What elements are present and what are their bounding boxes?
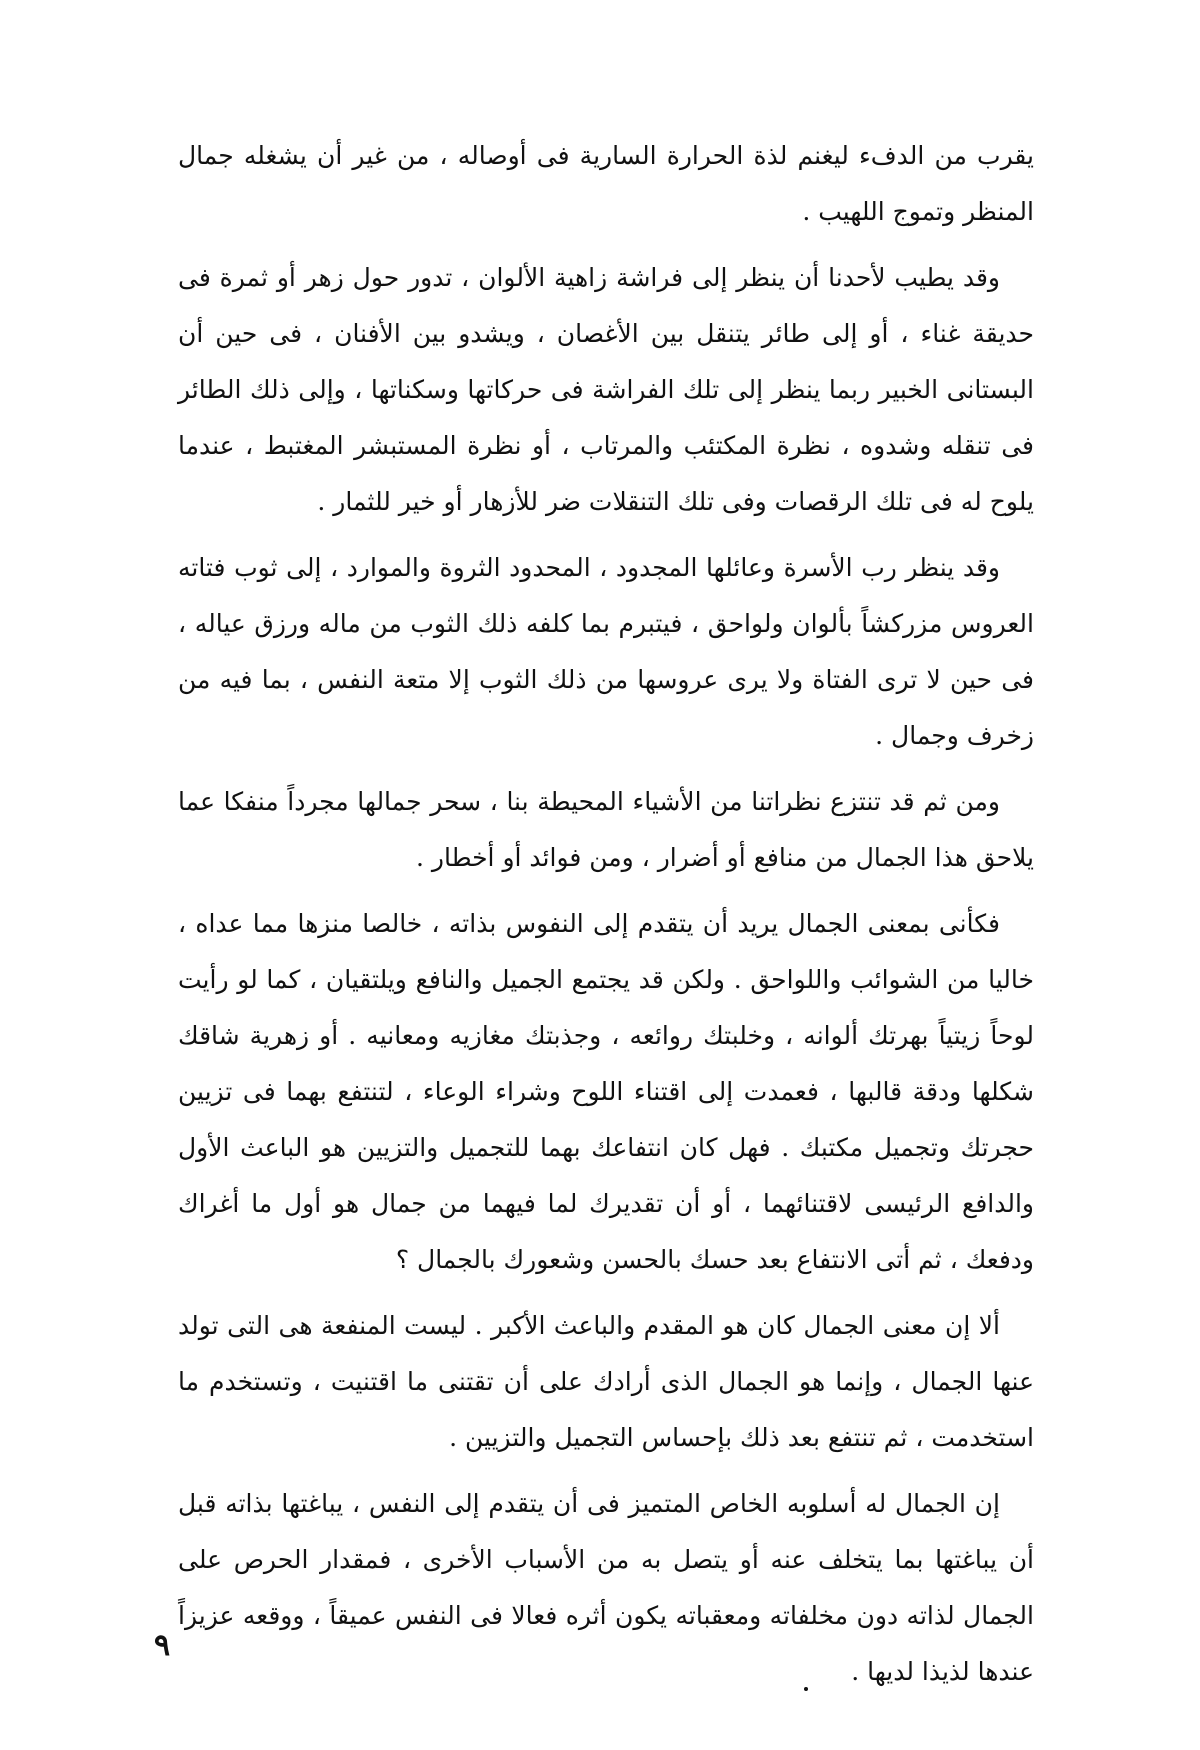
paragraph-4: ومن ثم قد تنتزع نظراتنا من الأشياء المحيطة بنا ، سحر جمالها مجرداً منفكا عما يلاحق هذا الجمال من منافع أو أضرار ، ومن فوائد أو أخطار . bbox=[178, 787, 1034, 872]
paragraph-1: يقرب من الدفء ليغنم لذة الحرارة السارية فى أوصاله ، من غير أن يشغله جمال المنظر وتموج اللهيب . bbox=[178, 141, 1034, 226]
paragraph-3: وقد ينظر رب الأسرة وعائلها المجدود ، المحدود الثروة والموارد ، إلى ثوب فتاته العروس مزركشاً بألوان ولواحق ، فيتبرم بما كلفه ذلك الثوب من ماله ورزق عياله ، فى حين لا ترى الفتاة ولا يرى عروسها من ذلك الثوب إلا متعة النفس ، بما فيه من زخرف وجمال . bbox=[178, 553, 1034, 750]
body-text bbox=[178, 128, 1034, 1710]
paragraph-2: وقد يطيب لأحدنا أن ينظر إلى فراشة زاهية الألوان ، تدور حول زهر أو ثمرة فى حديقة غناء ، أو إلى طائر يتنقل بين الأغصان ، ويشدو بين الأفنان ، فى حين أن البستانى الخبير ربما ينظر إلى تلك الفراشة فى حركاتها وسكناتها ، وإلى ذلك الطائر فى تنقله وشدوه ، نظرة المكتئب والمرتاب ، أو نظرة المستبشر المغتبط ، عندما يلوح له فى تلك الرقصات وفى تلك التنقلات ضر للأزهار أو خير للثمار . bbox=[178, 263, 1034, 516]
paragraph-7: إن الجمال له أسلوبه الخاص المتميز فى أن يتقدم إلى النفس ، يباغتها بذاته قبل أن يباغتها بما يتخلف عنه أو يتصل به من الأسباب الأخرى ، فمقدار الحرص على الجمال لذاته دون مخلفاته ومعقباته يكون أثره فعالا فى النفس عميقاً ، ووقعه عزيزاً عندها لذيذا لديها . bbox=[178, 1489, 1034, 1686]
page-number: ٩ bbox=[154, 1628, 171, 1663]
ink-speck bbox=[804, 1687, 808, 1691]
paragraph-5: فكأنى بمعنى الجمال يريد أن يتقدم إلى النفوس بذاته ، خالصا منزها مما عداه ، خاليا من الشوائب واللواحق . ولكن قد يجتمع الجميل والنافع ويلتقيان ، كما لو رأيت لوحاً زيتياً بهرتك ألوانه ، وخلبتك روائعه ، وجذبتك مغازيه ومعانيه . أو زهرية شاقك شكلها ودقة قالبها ، فعمدت إلى اقتناء اللوح وشراء الوعاء ، لتنتفع بهما فى تزيين حجرتك وتجميل مكتبك . فهل كان انتفاعك بهما للتجميل والتزيين هو الباعث الأول والدافع الرئيسى لاقتنائهما ، أو أن تقديرك لما فيهما من جمال هو أول ما أغراك ودفعك ، ثم أتى الانتفاع بعد حسك بالحسن وشعورك بالجمال ؟ bbox=[178, 909, 1034, 1274]
paragraph-6: ألا إن معنى الجمال كان هو المقدم والباعث الأكبر . ليست المنفعة هى التى تولد عنها الجمال ، وإنما هو الجمال الذى أرادك على أن تقتنى ما اقتنيت ، وتستخدم ما استخدمت ، ثم تنتفع بعد ذلك بإحساس التجميل والتزيين . bbox=[178, 1311, 1034, 1452]
